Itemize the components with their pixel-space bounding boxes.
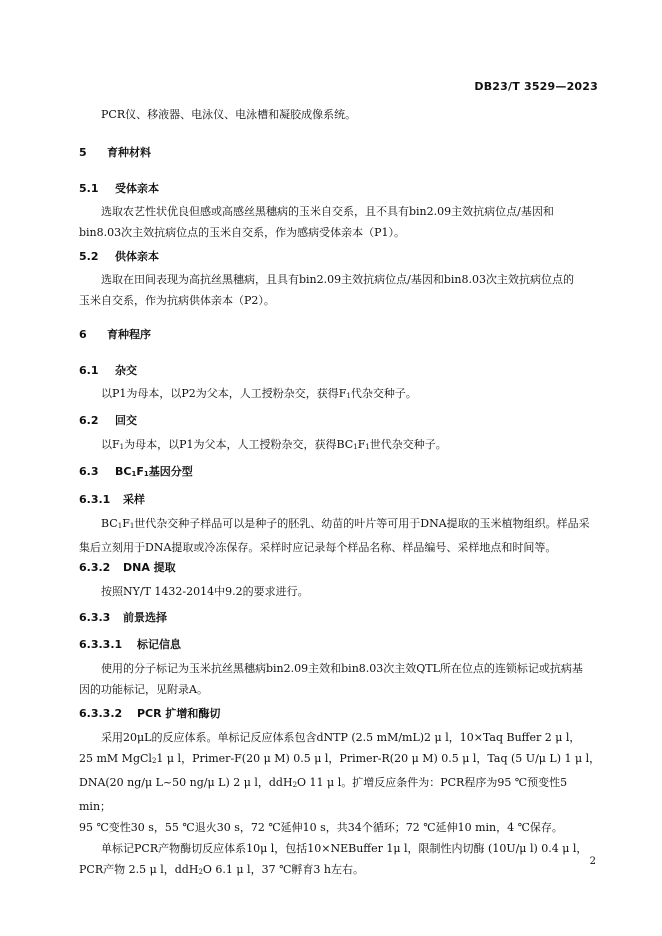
standard-code-header: DB23/T 3529—2023 (474, 80, 598, 93)
section-5-2-paragraph: 选取在田间表现为高抗丝黑穗病，且具有bin2.09主效抗病位点/基因和bin8.03次主效抗病位点的 玉米自交系，作为抗病供体亲本（P2）。 (79, 273, 574, 307)
section-6-3-3-heading: 6.3.3 前景选择 (79, 611, 167, 624)
section-6-3-heading: 6.3 BC1F1基因分型 (79, 465, 193, 478)
section-6-3-3-1-heading: 6.3.3.1 标记信息 (79, 638, 181, 651)
section-5-heading: 5 育种材料 (79, 146, 151, 159)
section-6-3-2-paragraph: 按照NY/T 1432-2014中9.2的要求进行。 (101, 585, 309, 598)
section-6-1-heading: 6.1 杂交 (79, 364, 137, 377)
intro-paragraph: PCR仪、移液器、电泳仪、电泳槽和凝胶成像系统。 (101, 108, 357, 121)
section-6-heading: 6 育种程序 (79, 328, 151, 341)
section-5-1-heading: 5.1 受体亲本 (79, 182, 159, 195)
section-6-3-3-1-paragraph: 使用的分子标记为玉米抗丝黑穗病bin2.09主效和bin8.03次主效QTL所在位点的连锁标记或抗病基 因的功能标记，见附录A。 (79, 662, 583, 696)
page-number: 2 (589, 856, 596, 867)
section-5-2-heading: 5.2 供体亲本 (79, 250, 159, 263)
section-5-1-paragraph: 选取农艺性状优良但感或高感丝黑穗病的玉米自交系，且不具有bin2.09主效抗病位点/基因和 bin8.03次主效抗病位点的玉米自交系，作为感病受体亲本（P1）。 (79, 205, 554, 239)
section-6-3-2-heading: 6.3.2 DNA 提取 (79, 561, 176, 574)
section-6-3-3-2-heading: 6.3.3.2 PCR 扩增和酶切 (79, 707, 221, 720)
section-6-1-paragraph: 以P1为母本，以P2为父本，人工授粉杂交，获得F1代杂交种子。 (101, 387, 417, 400)
section-6-3-1-heading: 6.3.1 采样 (79, 493, 145, 506)
section-6-3-1-paragraph: BC1F1世代杂交种子样品可以是种子的胚乳、幼苗的叶片等可用于DNA提取的玉米植物组织。样品采 集后立刻用于DNA提取或冷冻保存。采样时应记录每个样品名称、样品编号、采样地点和时间等。 (79, 517, 590, 554)
section-6-2-heading: 6.2 回交 (79, 414, 137, 427)
section-6-2-paragraph: 以F1为母本，以P1为父本，人工授粉杂交，获得BC1F1世代杂交种子。 (101, 438, 447, 451)
section-6-3-3-2-paragraph: 采用20μL的反应体系。单标记反应体系包含dNTP (2.5 mM/mL)2 μ l，10×Taq Buffer 2 μ l， 25 mM MgCl21 μ l，Primer-F(20 μ M) 0.5 μ l，Primer-R(20 μ M) 0.5 μ l，Taq (5 U/μ L) 1 μ l， DNA(20 ng/μ L~50 ng/μ L) 2 μ l，ddH2O 11 μ l。扩增反应条件为：PCR程序为95 ℃预变性5 min； 95 ℃变性30 s，55 ℃退火30 s，72 ℃延伸10 s，共34个循环；72 ℃延伸10 min，4 ℃保存。 单标记PCR产物酶切反应体系10μ l，包括10×NEBuffer 1μ l，限制性内切酶 (10U/μ l) 0.4 μ l， PCR产物 2.5 μ l，ddH2O 6.1 μ l，37 ℃孵育3 h左右。 (79, 731, 601, 876)
